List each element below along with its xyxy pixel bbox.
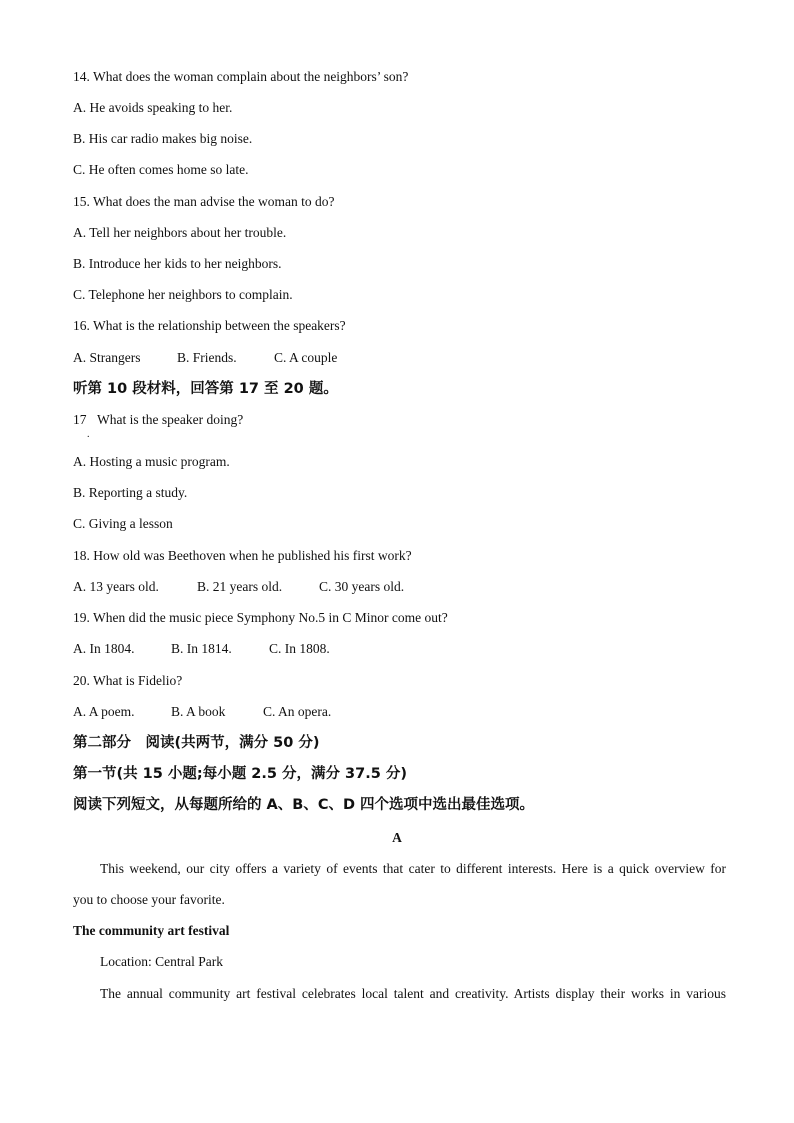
q18-options xyxy=(73,579,404,595)
q16-option-a: A. Strangers xyxy=(73,350,141,365)
passage-intro-line2: you to choose your favorite. xyxy=(73,892,225,907)
event-title: The community art festival xyxy=(73,923,230,938)
q18-option-b: B. 21 years old. xyxy=(197,579,283,594)
q16-options xyxy=(73,350,337,366)
q20-options xyxy=(73,704,331,720)
event-description-line1: The annual community art festival celebrates local talent and creativity. Artists display their works in various xyxy=(100,986,726,1001)
q17-stem: What is the speaker doing? xyxy=(97,412,244,427)
q20-option-c: C. An opera. xyxy=(263,704,332,719)
q15-option-b: B. Introduce her kids to her neighbors. xyxy=(73,256,282,271)
q17-stem-line xyxy=(73,412,243,428)
q19-options xyxy=(73,641,330,657)
q16-option-b: B. Friends. xyxy=(177,350,237,365)
q18-option-c: C. 30 years old. xyxy=(319,579,405,594)
q20-option-a: A. A poem. xyxy=(73,704,135,719)
q19-option-c: C. In 1808. xyxy=(269,641,330,656)
q18-stem: 18. How old was Beethoven when he published his first work? xyxy=(73,548,412,563)
passage-intro-line1: This weekend, our city offers a variety of events that cater to different interests. Here is a quick overview for xyxy=(100,861,726,876)
q15-option-a: A. Tell her neighbors about her trouble. xyxy=(73,225,287,240)
q17-number: 17 xyxy=(73,412,87,427)
q17-option-c: C. Giving a lesson xyxy=(73,516,173,531)
q15-stem: 15. What does the man advise the woman to do? xyxy=(73,194,335,209)
part2-heading: 第二部分 阅读(共两节，满分 50 分) xyxy=(73,735,320,751)
passage-label: A xyxy=(392,830,402,845)
q19-option-b: B. In 1814. xyxy=(171,641,232,656)
q15-option-c: C. Telephone her neighbors to complain. xyxy=(73,287,293,302)
q14-option-b: B. His car radio makes big noise. xyxy=(73,131,253,146)
event-location: Location: Central Park xyxy=(100,954,223,969)
q18-option-a: A. 13 years old. xyxy=(73,579,159,594)
section10-heading: 听第 10 段材料，回答第 17 至 20 题。 xyxy=(73,381,338,397)
q20-option-b: B. A book xyxy=(171,704,226,719)
q19-stem: 19. When did the music piece Symphony No.5 in C Minor come out? xyxy=(73,610,448,625)
q20-stem: 20. What is Fidelio? xyxy=(73,673,183,688)
q14-stem: 14. What does the woman complain about the neighbors’ son? xyxy=(73,69,409,84)
q19-option-a: A. In 1804. xyxy=(73,641,135,656)
q17-option-a: A. Hosting a music program. xyxy=(73,454,230,469)
part2-section1-heading: 第一节(共 15 小题;每小题 2.5 分，满分 37.5 分) xyxy=(73,766,407,782)
q16-stem: 16. What is the relationship between the speakers? xyxy=(73,318,346,333)
q17-option-b: B. Reporting a study. xyxy=(73,485,188,500)
part2-instruction: 阅读下列短文，从每题所给的 A、B、C、D 四个选项中选出最佳选项。 xyxy=(73,797,535,813)
q17-stray-dot: . xyxy=(87,429,90,440)
q14-option-a: A. He avoids speaking to her. xyxy=(73,100,233,115)
q16-option-c: C. A couple xyxy=(274,350,338,365)
q14-option-c: C. He often comes home so late. xyxy=(73,162,249,177)
